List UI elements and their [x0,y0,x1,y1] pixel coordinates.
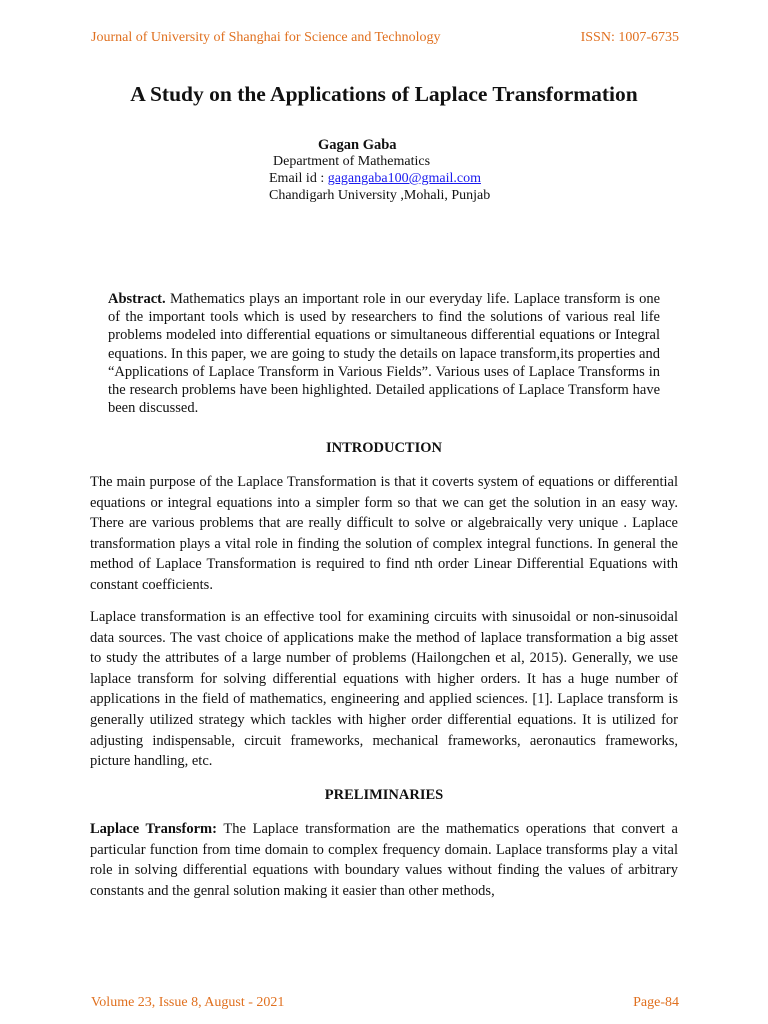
journal-name: Journal of University of Shanghai for Science and Technology [91,30,441,45]
laplace-transform-definition: The Laplace transformation are the mathematics operations that convert a particular function from time domain to complex frequency domain. Laplace transforms play a vital role in solving differential equations with boundary values without finding the values of arbitrary constants and the genral solution making it easier than other methods, [90,821,678,899]
abstract-label: Abstract. [108,291,166,307]
author-name: Gagan Gaba [318,137,397,153]
preliminaries-paragraph [90,819,678,901]
laplace-transform-label: Laplace Transform: [90,821,217,837]
paper-title: A Study on the Applications of Laplace Transformation [130,82,638,106]
abstract-text: Mathematics plays an important role in our everyday life. Laplace transform is one of the important tools which is used by researchers to find the solutions of various real life problems modeled into differential equations or simultaneous differential equations or Integral equations. In this paper, we are going to study the details on lapace transform,its properties and “Applications of Laplace Transform in Various Fields”. Various uses of Laplace Transforms in the research problems have been highlighted. Detailed applications of Laplace Transform have been discussed. [108,291,660,417]
author-department: Department of Mathematics [273,154,431,169]
introduction-paragraph-2: Laplace transformation is an effective tool for examining circuits with sinusoidal or non-sinusoidal data sources. The vast choice of applications make the method of laplace transformation a big asset to study the attributes of a large number of problems (Hailongchen et al, 2015). Generally, we use laplace transform for solving differential equations with higher orders. It has a huge number of applications in the field of mathematics, engineering and applied sciences. [1]. Laplace transform is generally utilized strategy which tackles with higher order differential equations. It is utilized for adjusting indispensable, circuit frameworks, mechanical frameworks, aeronautics frameworks, picture handling, etc. [90,609,678,770]
issn-number: ISSN: 1007-6735 [580,30,679,45]
email-link[interactable]: gagangaba100@gmail.com [327,171,481,186]
introduction-heading: INTRODUCTION [325,440,442,456]
abstract [108,290,660,417]
email-label: Email id : [269,171,328,186]
author-institution: Chandigarh University ,Mohali, Punjab [269,188,491,203]
author-email-line [269,170,481,187]
footer-page-number: Page-84 [633,995,679,1010]
footer-volume: Volume 23, Issue 8, August - 2021 [91,995,285,1010]
introduction-paragraph-1: The main purpose of the Laplace Transformation is that it coverts system of equations or differential equations or integral equations into a simpler form so that we can get the solution in an easy way. There are various problems that are really difficult to solve or algebraically very unique . Laplace transformation plays a vital role in finding the solution of complex integral functions. In general the method of Laplace Transformation is required to find nth order Linear Differential Equations with constant coefficients. [90,474,678,593]
preliminaries-heading: PRELIMINARIES [324,787,444,803]
